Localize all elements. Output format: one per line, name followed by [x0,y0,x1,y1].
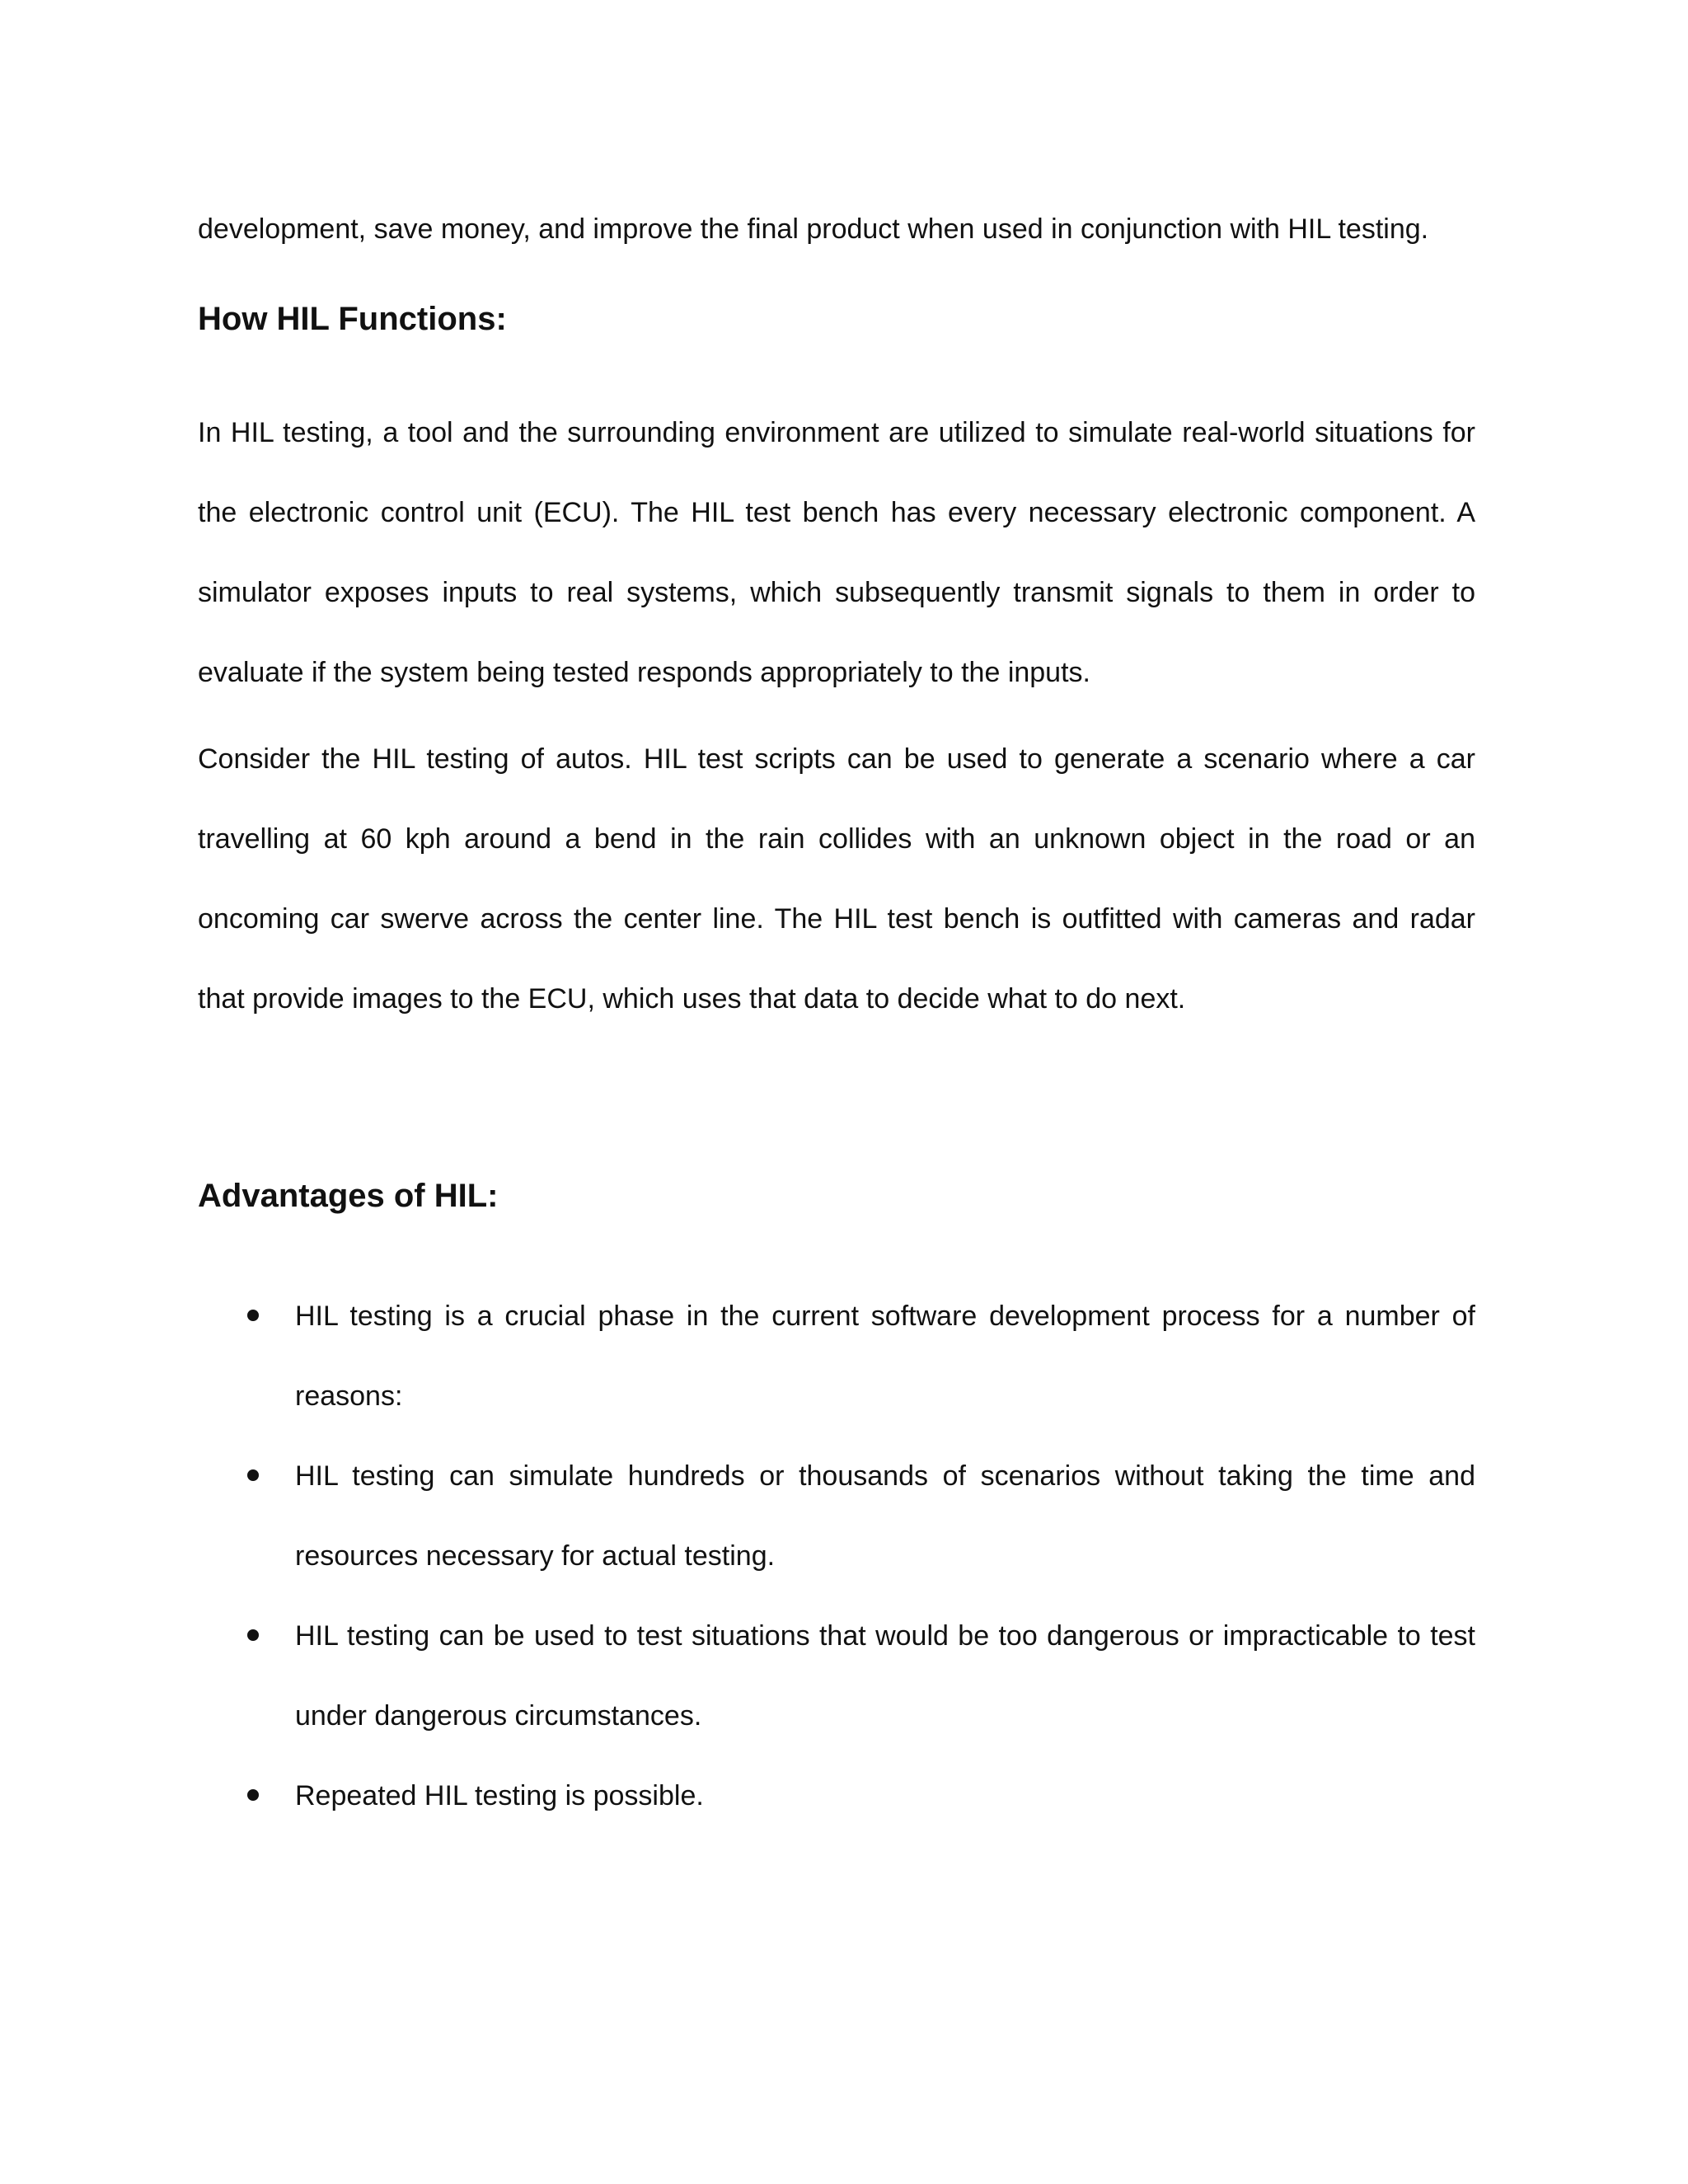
bullet-icon [247,1310,259,1321]
list-item [198,1436,1475,1596]
intro-paragraph: development, save money, and improve the final product when used in conjunction with HIL testing. [198,213,1429,245]
list-item-text: HIL testing can be used to test situations that would be too dangerous or impracticable to test under dangerous circumstances. [295,1620,1475,1732]
list-item-text: HIL testing can simulate hundreds or thousands of scenarios without taking the time and resources necessary for actual testing. [295,1460,1475,1572]
list-item [198,1756,1475,1836]
advantages-list [198,1277,1475,1836]
bullet-icon [247,1469,259,1481]
bullet-icon [247,1629,259,1641]
bullet-icon [247,1789,259,1801]
how-hil-functions-heading: How HIL Functions: [198,301,507,337]
page-content [198,190,1475,1836]
list-item [198,1277,1475,1436]
how-paragraph-1: In HIL testing, a tool and the surrounding environment are utilized to simulate real-world situations for the electronic control unit (ECU). The HIL test bench has every necessary electronic component. A simulator exposes inputs to real systems, which subsequently transmit signals to them in order to evaluate if the system being tested responds appropriately to the inputs. [198,417,1475,688]
list-item-text: HIL testing is a crucial phase in the current software development process for a number of reasons: [295,1301,1475,1412]
list-item-text: Repeated HIL testing is possible. [295,1780,704,1811]
list-item [198,1596,1475,1756]
how-paragraph-2: Consider the HIL testing of autos. HIL test scripts can be used to generate a scenario where a car travelling at 60 kph around a bend in the rain collides with an unknown object in the road or an oncoming car swerve across the center line. The HIL test bench is outfitted with cameras and radar that provide images to the ECU, which uses that data to decide what to do next. [198,743,1475,1015]
advantages-heading: Advantages of HIL: [198,1178,499,1214]
